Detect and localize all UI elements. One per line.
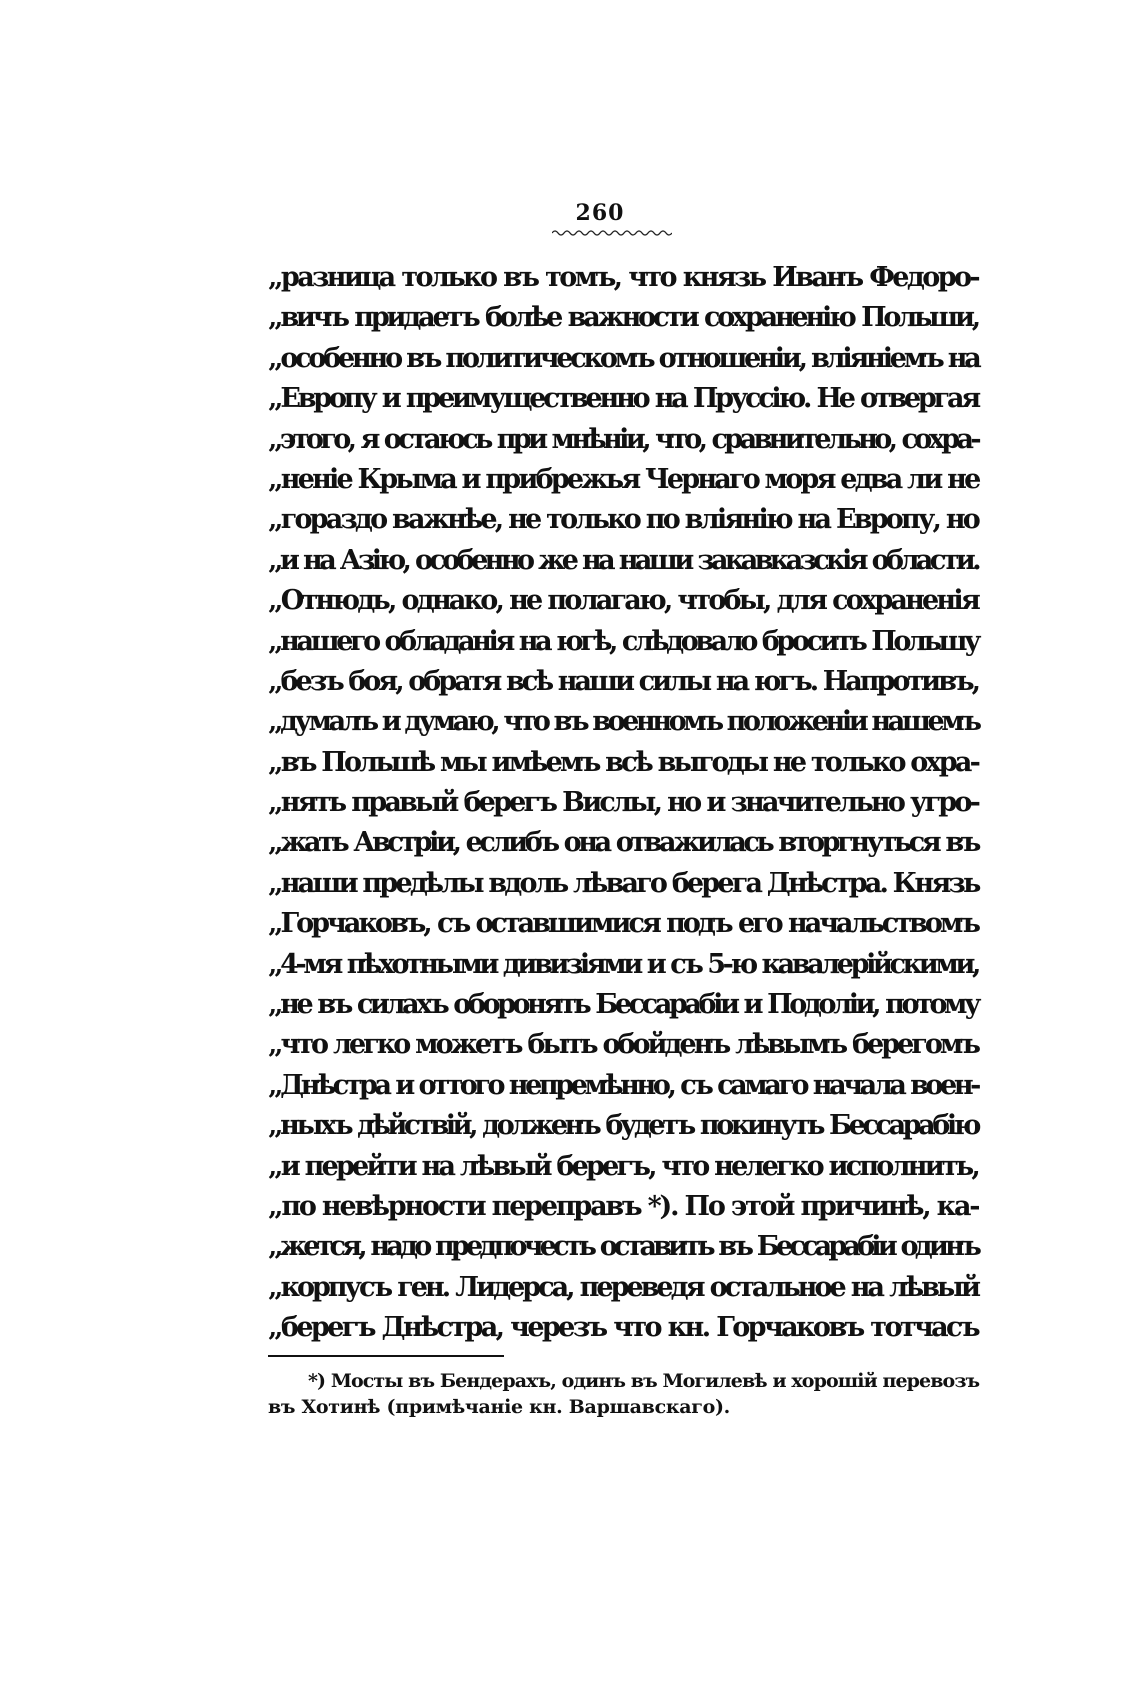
- page-number: 260: [575, 200, 625, 226]
- text-line: „что легко можетъ быть обойденъ лѣвымъ берегомъ: [268, 1029, 978, 1061]
- footnote: [268, 1368, 978, 1420]
- text-line: „наши предѣлы вдоль лѣваго берега Днѣстра. Князь: [268, 867, 979, 899]
- text-line: „ныхъ дѣйствій, долженъ будетъ покинуть Бессарабію: [268, 1110, 978, 1142]
- text-line: „жать Австріи, еслибъ она отважилась вторгнуться въ: [268, 827, 978, 859]
- text-line: „по невѣрности переправъ *). По этой причинѣ, ка-: [268, 1190, 979, 1222]
- text-line: „и на Азію, особенно же на наши закавказскія области.: [268, 544, 978, 576]
- text-line: „4-мя пѣхотными дивизіями и съ 5-ю кавалерійскими,: [268, 948, 978, 980]
- text-line: „вичъ придаетъ болѣе важности сохраненію Польши,: [268, 302, 978, 334]
- text-line: „Европу и преимущественно на Пруссію. Не отвергая: [268, 383, 978, 415]
- footnote-line: *) Мосты въ Бендерахъ, одинъ въ Могилевѣ и хорошій перевозъ: [308, 1370, 980, 1392]
- text-line: „Днѣстра и оттого непремѣнно, съ самаго начала воен-: [268, 1069, 978, 1101]
- text-line: „не въ силахъ оборонять Бессарабіи и Подоліи, потому: [268, 989, 978, 1021]
- text-line: „Отнюдь, однако, не полагаю, чтобы, для сохраненія: [268, 585, 978, 617]
- text-line: „разница только въ томъ, что князь Иванъ Федоро-: [268, 262, 978, 293]
- text-line: „нять правый берегъ Вислы, но и значительно угро-: [268, 787, 978, 819]
- text-line: „корпусъ ген. Лидерса, переведя остальное на лѣвый: [268, 1271, 978, 1303]
- text-line: „и перейти на лѣвый берегъ, что нелегко исполнить,: [268, 1150, 978, 1182]
- body-text: [268, 258, 978, 1349]
- text-line: „безъ боя, обратя всѣ наши силы на югъ. Напротивъ,: [268, 665, 978, 697]
- text-line: „гораздо важнѣе, не только по вліянію на Европу, но: [268, 504, 978, 536]
- wavy-rule-ornament: [552, 228, 672, 238]
- text-line: „въ Польшѣ мы имѣемъ всѣ выгоды не только охра-: [268, 746, 978, 778]
- text-line: „неніе Крыма и прибрежья Чернаго моря едва ли не: [268, 463, 979, 495]
- text-line: „Горчаковъ, съ оставшимися подъ его начальствомъ: [268, 908, 978, 940]
- text-line: „особенно въ политическомъ отношеніи, вліяніемъ на: [268, 342, 979, 374]
- text-line: „этого, я остаюсь при мнѣніи, что, сравнительно, сохра-: [268, 423, 978, 455]
- text-line: „нашего обладанія на югѣ, слѣдовало бросить Польшу: [268, 625, 978, 657]
- text-line: „думалъ и думаю, что въ военномъ положеніи нашемъ: [268, 706, 979, 738]
- text-line: „жется, надо предпочесть оставить въ Бессарабіи одинъ: [268, 1231, 978, 1263]
- footnote-line: въ Хотинѣ (примѣчаніе кн. Варшавскаго).: [268, 1396, 731, 1418]
- footnote-divider: [268, 1355, 504, 1357]
- text-line: „берегъ Днѣстра, черезъ что кн. Горчаковъ тотчасъ: [268, 1312, 978, 1344]
